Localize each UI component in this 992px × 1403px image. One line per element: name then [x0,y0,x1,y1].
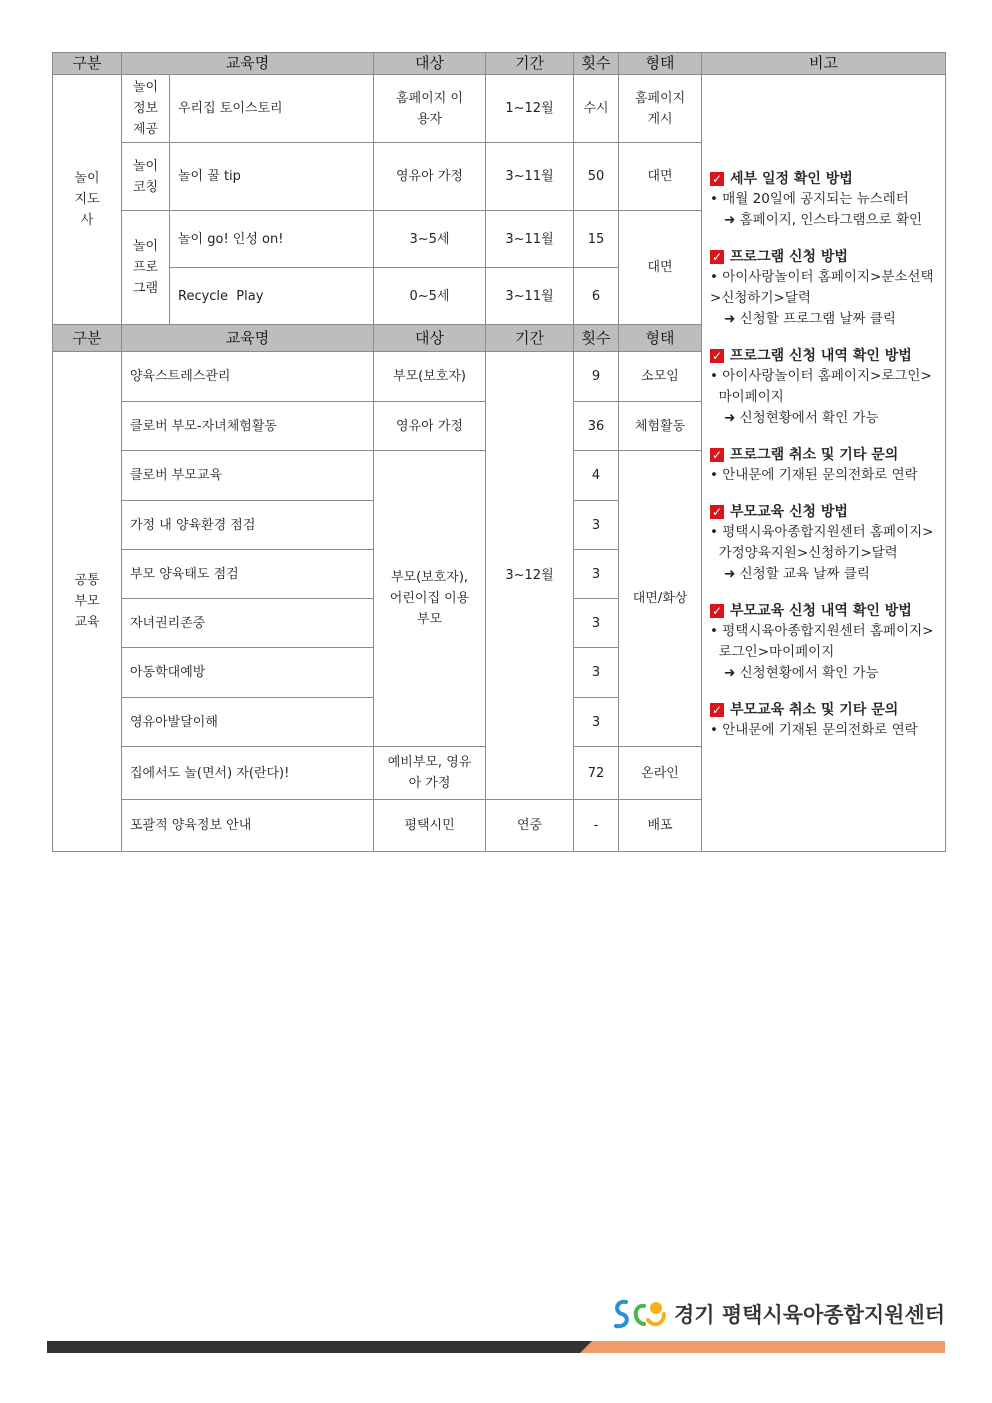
cell-name: 놀이 go! 인성 on! [170,211,374,268]
cell-name: 놀이 꿀 tip [170,143,374,211]
note-title-text: 프로그램 취소 및 기타 문의 [730,447,899,463]
cell-period-shared: 3~12월 [486,352,574,800]
note-arrow-line: ➜ 신청할 프로그램 날짜 클릭 [724,311,896,327]
cell-count: 3 [574,648,619,698]
note-block [710,601,939,684]
checkbox-checked-icon: ✓ [711,703,723,717]
header-target: 대상 [374,53,486,75]
cell-target-shared: 부모(보호자), 어린이집 이용 부모 [374,451,486,747]
cell-name: 영유아발달이해 [122,698,374,747]
cell-period: 1~12월 [486,75,574,143]
cell-name: 자녀권리존중 [122,599,374,648]
checkbox-checked-icon: ✓ [711,505,723,519]
checkbox-checked-icon: ✓ [711,448,723,462]
cell-target: 영유아 가정 [374,143,486,211]
note-line: • 매월 20일에 공지되는 뉴스레터 [710,191,909,207]
header-name: 교육명 [122,325,374,352]
cell-count: 6 [574,268,619,325]
cell-type: 배포 [619,800,702,852]
cell-count: 36 [574,402,619,451]
cell-count: 15 [574,211,619,268]
note-line: 로그인>마이페이지 [710,644,835,660]
note-title-text: 프로그램 신청 내역 확인 방법 [730,348,912,364]
note-block [710,169,939,231]
sub-program: 놀이 프로 그램 [122,211,170,325]
cell-type: 온라인 [619,747,702,800]
header-gubun: 구분 [53,325,122,352]
checkbox-checked-icon: ✓ [711,604,723,618]
checkbox-checked-icon: ✓ [711,349,723,363]
note-title [710,700,939,720]
header-type: 형태 [619,53,702,75]
table-row [53,75,946,143]
cell-name: 아동학대예방 [122,648,374,698]
note-title-text: 세부 일정 확인 방법 [730,171,853,187]
note-block [710,346,939,429]
cell-name: 양육스트레스관리 [122,352,374,402]
header-gubun: 구분 [53,53,122,75]
cell-count: 50 [574,143,619,211]
cell-name: 부모 양육태도 점검 [122,550,374,599]
note-title-text: 부모교육 신청 방법 [730,504,848,520]
cell-count: 3 [574,599,619,648]
note-title [710,601,939,621]
cell-count: 수시 [574,75,619,143]
cell-count: 9 [574,352,619,402]
cell-type: 홈페이지 게시 [619,75,702,143]
note-line: >신청하기>달력 [710,290,811,306]
cell-count: 3 [574,698,619,747]
cell-count: 3 [574,550,619,599]
note-title [710,169,939,189]
note-arrow-line: ➜ 홈페이지, 인스타그램으로 확인 [724,212,923,228]
note-block [710,247,939,330]
header-period: 기간 [486,325,574,352]
note-line: • 평택시육아종합지원센터 홈페이지> [710,623,934,639]
cell-period: 3~11월 [486,211,574,268]
footer-bar-orange [580,1341,945,1353]
note-title [710,502,939,522]
header-period: 기간 [486,53,574,75]
footer-bar-dark [47,1341,592,1353]
cell-name: 우리집 토이스토리 [170,75,374,143]
sub-coaching: 놀이 코칭 [122,143,170,211]
note-block [710,445,939,486]
cell-count: - [574,800,619,852]
program-table [52,52,946,852]
cell-type: 소모임 [619,352,702,402]
footer-logo [612,1296,947,1332]
note-title-text: 프로그램 신청 방법 [730,249,848,265]
cell-period: 연중 [486,800,574,852]
note-line: 마이페이지 [710,389,784,405]
cell-name: 클로버 부모-자녀체험활동 [122,402,374,451]
cell-target: 영유아 가정 [374,402,486,451]
cell-name: Recycle Play [170,268,374,325]
header-row [53,53,946,75]
note-arrow-line: ➜ 신청현황에서 확인 가능 [724,410,879,426]
note-title [710,346,939,366]
cell-name: 가정 내 양육환경 점검 [122,501,374,550]
header-notes: 비고 [702,53,946,75]
center-logo-icon [612,1296,668,1332]
cell-name: 집에서도 놀(면서) 자(란다)! [122,747,374,800]
cell-target: 3~5세 [374,211,486,268]
checkbox-checked-icon: ✓ [711,172,723,186]
note-title [710,247,939,267]
note-block [710,502,939,585]
note-arrow-line: ➜ 신청할 교육 날짜 클릭 [724,566,870,582]
note-title [710,445,939,465]
cell-name: 포괄적 양육정보 안내 [122,800,374,852]
note-line: • 안내문에 기재된 문의전화로 연락 [710,467,918,483]
note-line: • 아이사랑놀이터 홈페이지>분소선택 [710,269,934,285]
cell-target: 부모(보호자) [374,352,486,402]
note-arrow-line: ➜ 신청현황에서 확인 가능 [724,665,879,681]
note-line: • 안내문에 기재된 문의전화로 연락 [710,722,918,738]
cell-count: 3 [574,501,619,550]
checkbox-checked-icon: ✓ [711,250,723,264]
group-parent-edu: 공통 부모 교육 [53,352,122,852]
cell-type: 대면 [619,211,702,325]
group-play-teacher: 놀이 지도사 [53,75,122,325]
header-name: 교육명 [122,53,374,75]
cell-count: 4 [574,451,619,501]
cell-target: 홈페이지 이용자 [374,75,486,143]
cell-target: 0~5세 [374,268,486,325]
cell-period: 3~11월 [486,268,574,325]
header-count: 횟수 [574,325,619,352]
note-line: • 아이사랑놀이터 홈페이지>로그인> [710,368,932,384]
notes-panel [702,75,946,852]
cell-target: 예비부모, 영유아 가정 [374,747,486,800]
note-title-text: 부모교육 취소 및 기타 문의 [730,702,899,718]
notes-list [710,169,939,741]
org-name: 경기 평택시육아종합지원센터 [674,1303,946,1327]
note-line: 가정양육지원>신청하기>달력 [710,545,898,561]
header-count: 횟수 [574,53,619,75]
note-block [710,700,939,741]
cell-target: 평택시민 [374,800,486,852]
cell-type-shared: 대면/화상 [619,451,702,747]
cell-type: 체험활동 [619,402,702,451]
cell-name: 클로버 부모교육 [122,451,374,501]
sub-info: 놀이 정보 제공 [122,75,170,143]
note-line: • 평택시육아종합지원센터 홈페이지> [710,524,934,540]
cell-type: 대면 [619,143,702,211]
header-target: 대상 [374,325,486,352]
cell-period: 3~11월 [486,143,574,211]
cell-count: 72 [574,747,619,800]
header-type: 형태 [619,325,702,352]
note-title-text: 부모교육 신청 내역 확인 방법 [730,603,912,619]
